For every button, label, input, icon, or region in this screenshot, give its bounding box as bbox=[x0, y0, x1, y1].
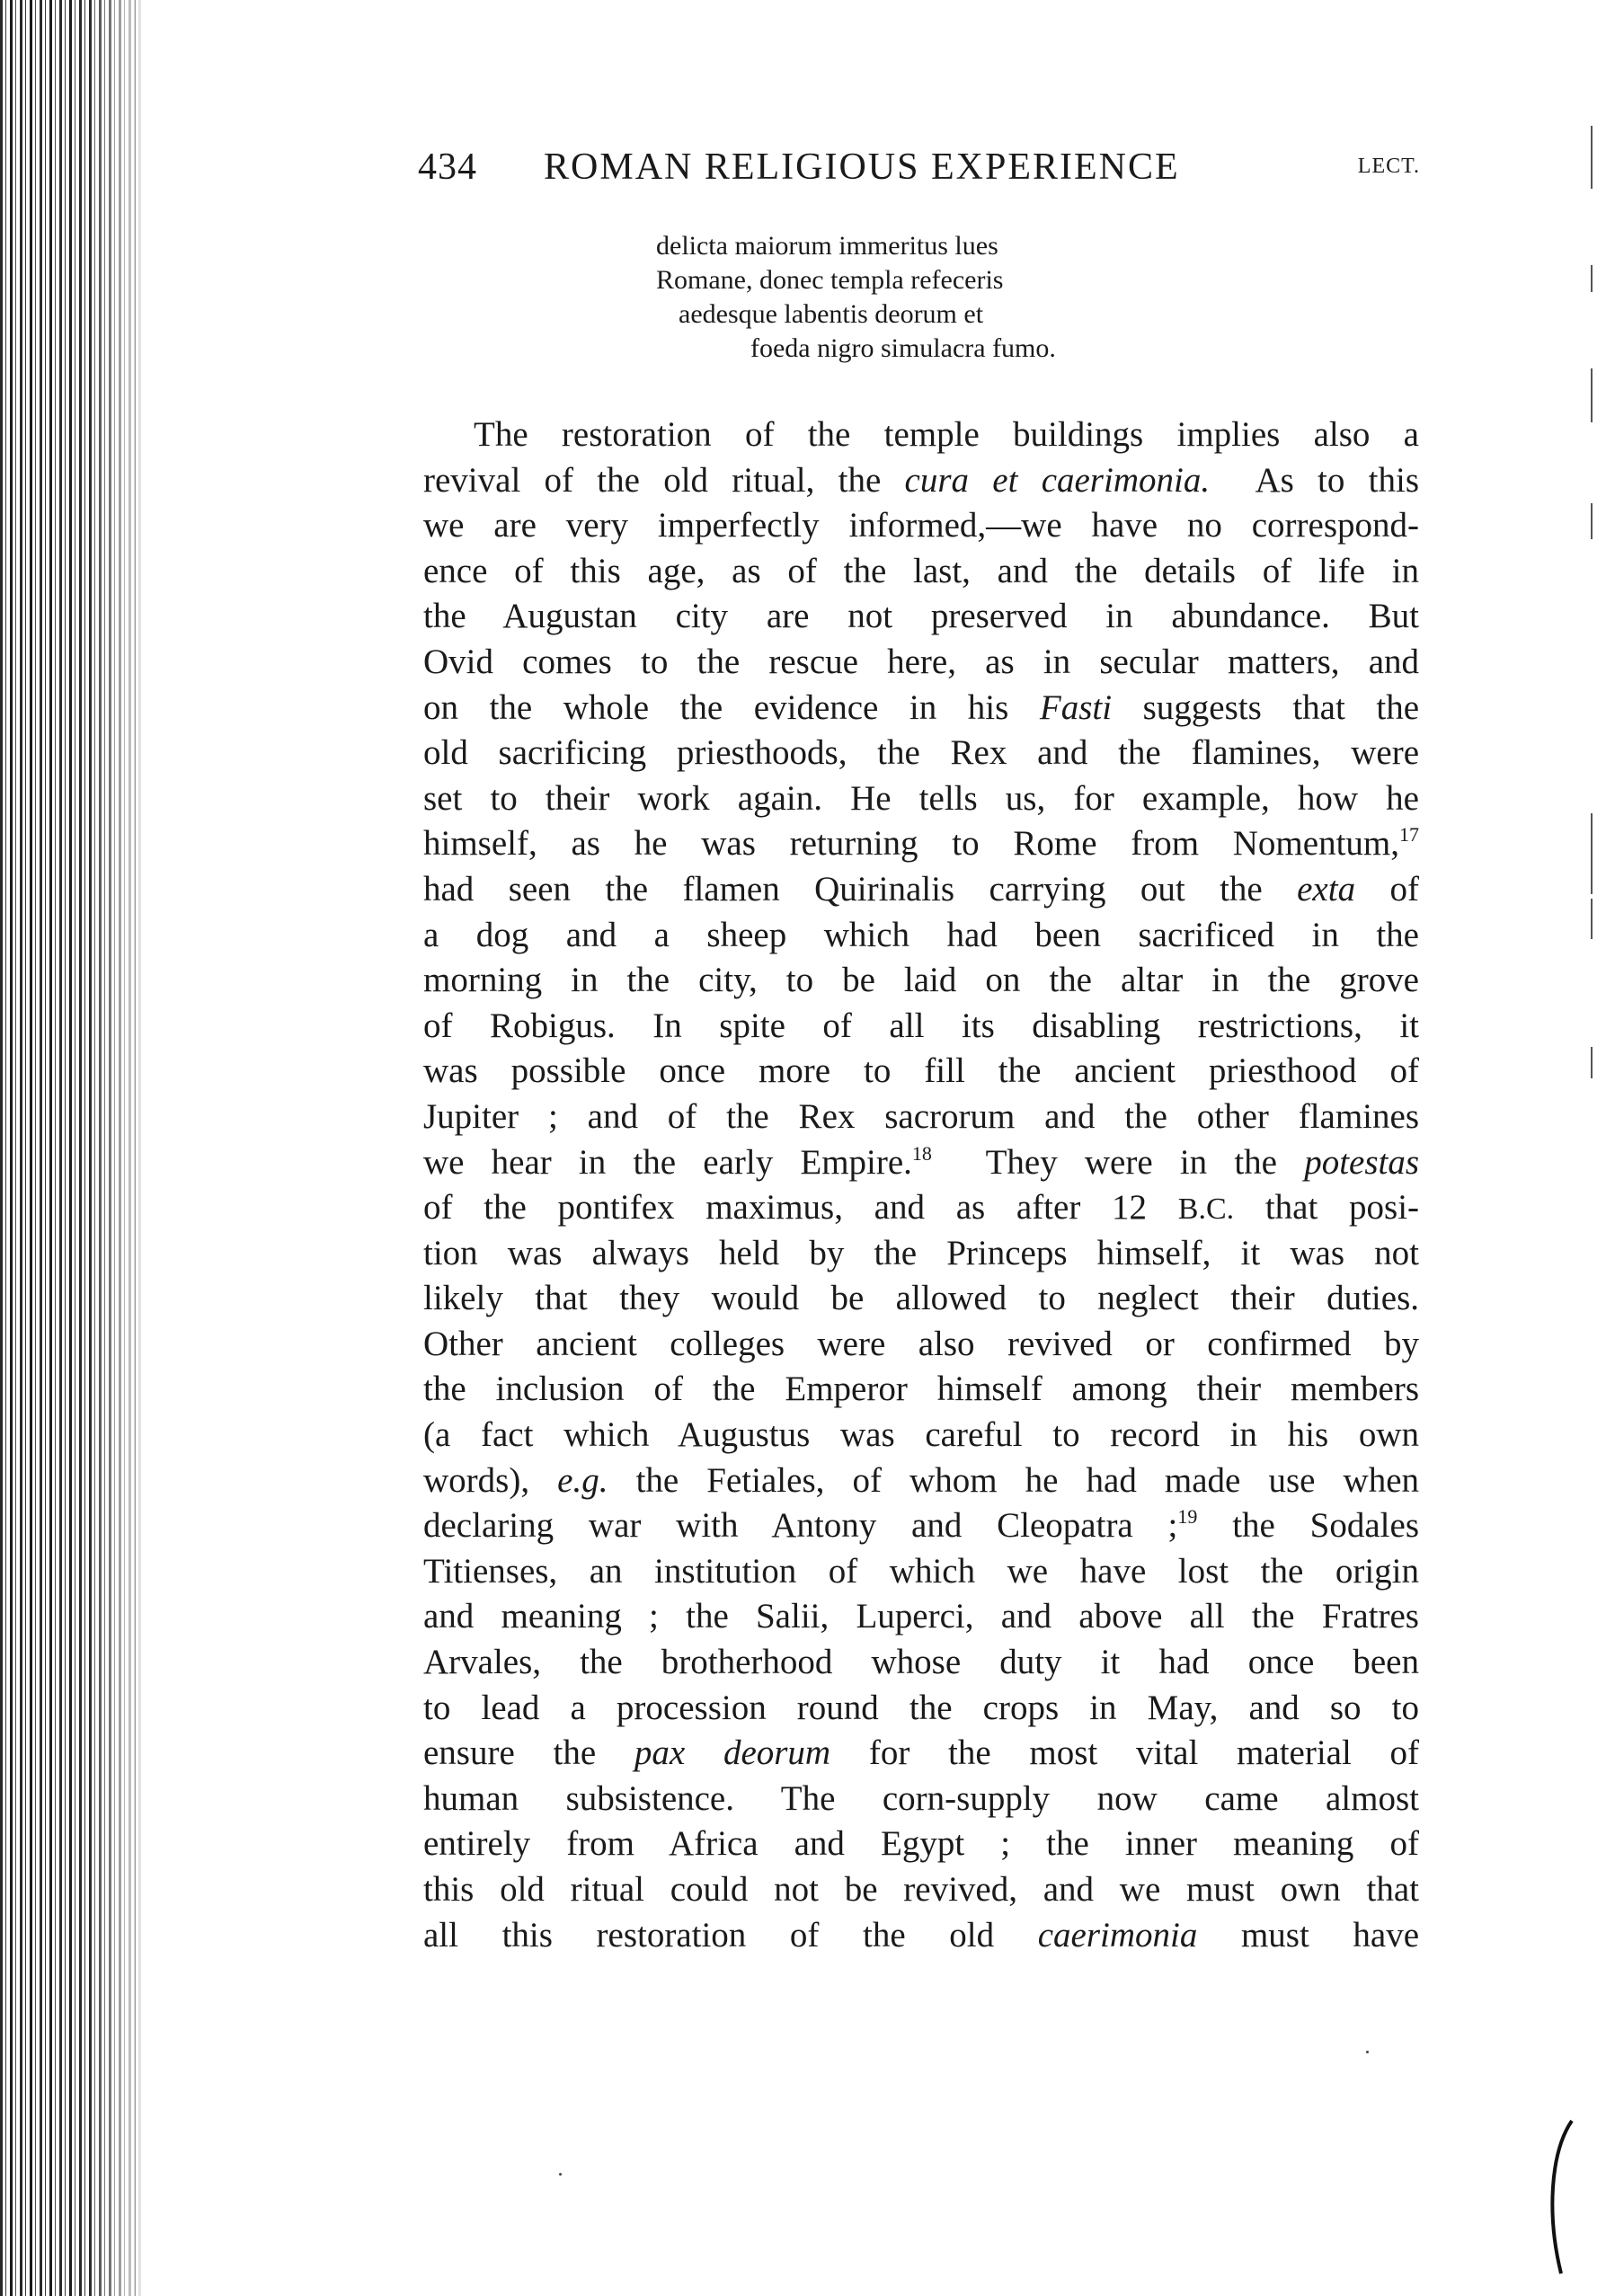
scan-speck bbox=[559, 2173, 562, 2176]
text-line: we hear in the early Empire.$^{18}$ They were in the potestas bbox=[423, 1141, 1420, 1182]
text-line: to lead a procession round the crops in May, and so to bbox=[423, 1688, 1419, 1727]
scan-mark bbox=[1591, 503, 1593, 539]
italic-phrase: Fasti bbox=[1039, 687, 1113, 727]
text-line: (a fact which Augustus was careful to record in his own bbox=[423, 1415, 1419, 1455]
text-line: human subsistence. The corn-supply now came almost bbox=[423, 1778, 1419, 1818]
body-paragraph bbox=[423, 412, 1419, 1958]
text-line: morning in the city, to be laid on the altar in the grove bbox=[423, 961, 1419, 1000]
text-line: The restoration of the temple buildings implies also a bbox=[474, 415, 1419, 454]
scan-mark bbox=[1591, 813, 1593, 894]
text-line: had seen the flamen Quirinalis carrying out the exta of bbox=[423, 869, 1419, 909]
verse-line: Romane, donec templa refeceris bbox=[656, 265, 1004, 295]
scan-mark bbox=[1591, 265, 1593, 292]
text-line: Titienses, an institution of which we have lost the origin bbox=[423, 1551, 1419, 1591]
text-line: Jupiter ; and of the Rex sacrorum and the other flamines bbox=[423, 1096, 1419, 1136]
text-line: we are very imperfectly informed,—we have no correspond- bbox=[423, 506, 1419, 545]
text-line: himself, as he was returning to Rome from Nomentum,$^{17}$ bbox=[423, 823, 1419, 864]
text-line: a dog and a sheep which had been sacrificed in the bbox=[423, 915, 1419, 954]
margin-bracket-mark bbox=[1543, 2116, 1579, 2278]
text-line: Arvales, the brotherhood whose duty it had once been bbox=[423, 1643, 1419, 1682]
footnote-ref: 17 bbox=[1399, 823, 1419, 847]
verse-line: foeda nigro simulacra fumo. bbox=[750, 333, 1056, 363]
running-header bbox=[418, 146, 1420, 199]
text-line: and meaning ; the Salii, Luperci, and above all the Fratres bbox=[423, 1597, 1419, 1636]
text-line: this old ritual could not be revived, and we must own that bbox=[423, 1870, 1419, 1909]
scan-speck bbox=[1366, 2051, 1369, 2053]
text-line: words), e.g. the Fetiales, of whom he had made use when bbox=[423, 1460, 1420, 1500]
italic-phrase: pax deorum bbox=[634, 1733, 831, 1773]
scan-mark bbox=[1591, 899, 1593, 939]
text-line: of the pontifex maximus, and as after 12 B.C. that posi- bbox=[423, 1188, 1420, 1228]
small-caps-text: B.C. bbox=[1177, 1192, 1235, 1227]
text-line: ence of this age, as of the last, and the details of life in bbox=[423, 551, 1419, 590]
footnote-ref: 18 bbox=[911, 1141, 932, 1165]
text-line: all this restoration of the old caerimonia must have bbox=[423, 1915, 1420, 1955]
text-line: Ovid comes to the rescue here, as in secular matters, and bbox=[423, 642, 1419, 681]
scan-mark bbox=[1591, 368, 1593, 422]
text-line: old sacrificing priesthoods, the Rex and the flamines, were bbox=[423, 733, 1419, 773]
page-number: 434 bbox=[418, 146, 477, 188]
italic-phrase: exta bbox=[1297, 869, 1356, 909]
running-title: ROMAN RELIGIOUS EXPERIENCE bbox=[544, 146, 1180, 188]
text-line: the inclusion of the Emperor himself among their members bbox=[423, 1370, 1419, 1409]
italic-phrase: e.g. bbox=[557, 1460, 608, 1500]
italic-phrase: caerimonia bbox=[1037, 1915, 1198, 1955]
text-line: set to their work again. He tells us, for example, how he bbox=[423, 778, 1419, 818]
text-line: revival of the old ritual, the cura et caerimonia. As to this bbox=[423, 460, 1420, 500]
scan-mark bbox=[1591, 126, 1593, 189]
verse-line: delicta maiorum immeritus lues bbox=[656, 231, 998, 261]
scan-mark bbox=[1591, 1047, 1593, 1078]
text-line: likely that they would be allowed to neglect their duties. bbox=[423, 1279, 1419, 1318]
lecture-label: LECT. bbox=[1357, 155, 1420, 178]
gutter-fade bbox=[85, 0, 148, 2296]
text-line: Other ancient colleges were also revived or confirmed by bbox=[423, 1324, 1419, 1363]
verse-line: aedesque labentis deorum et bbox=[679, 299, 984, 329]
page-edge-line bbox=[135, 0, 136, 2296]
italic-phrase: cura et caerimonia. bbox=[904, 460, 1211, 500]
text-line: tion was always held by the Princeps himself, it was not bbox=[423, 1233, 1419, 1272]
italic-phrase: potestas bbox=[1304, 1142, 1420, 1182]
right-margin-scan-marks bbox=[1587, 0, 1593, 2296]
text-line: entirely from Africa and Egypt ; the inner meaning of bbox=[423, 1824, 1419, 1864]
text-line: was possible once more to fill the ancient priesthood of bbox=[423, 1051, 1419, 1091]
text-line: ensure the pax deorum for the most vital material of bbox=[423, 1733, 1420, 1773]
footnote-ref: 19 bbox=[1177, 1505, 1198, 1529]
verse-quotation bbox=[656, 229, 1056, 366]
text-line: on the whole the evidence in his Fasti suggests that the bbox=[423, 687, 1420, 727]
text-line: the Augustan city are not preserved in abundance. But bbox=[423, 597, 1419, 636]
text-line: declaring war with Antony and Cleopatra ;$^{19}$ the Sodales bbox=[423, 1505, 1420, 1546]
text-line: of Robigus. In spite of all its disabling restrictions, it bbox=[423, 1006, 1419, 1045]
